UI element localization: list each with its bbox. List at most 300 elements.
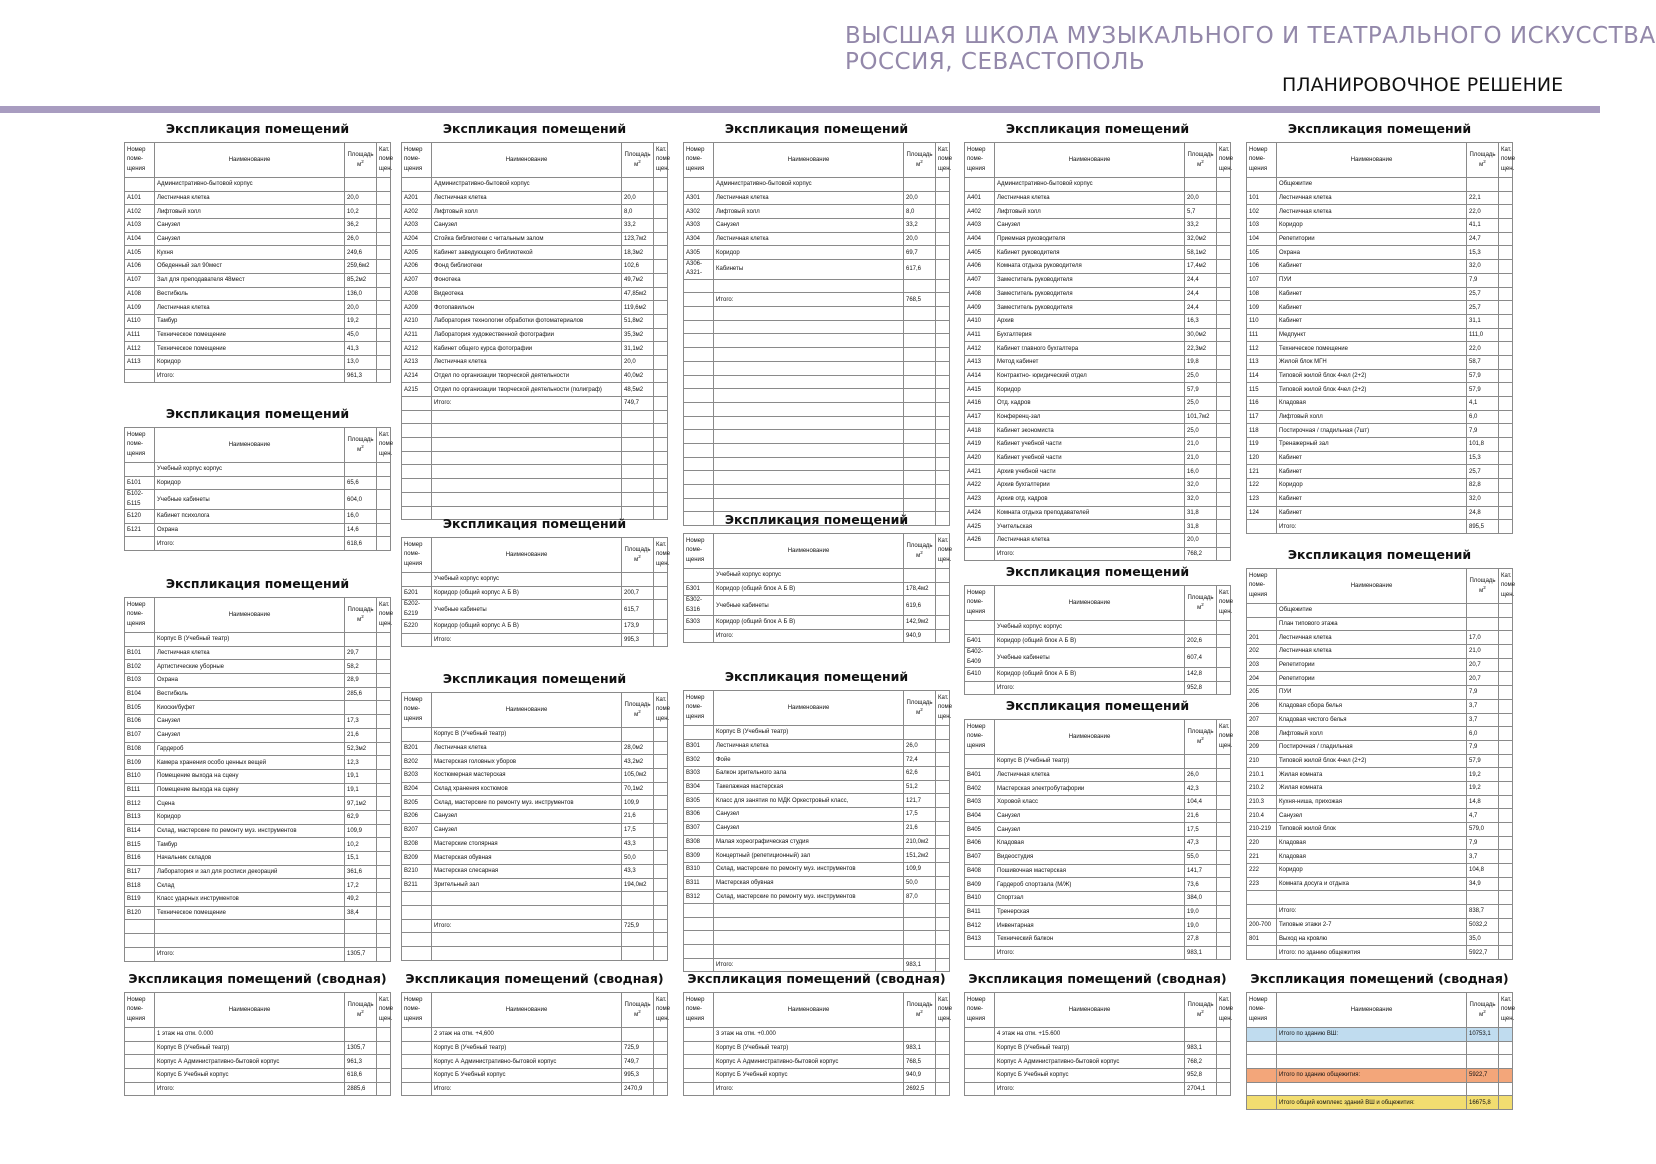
- room-number: А409: [965, 301, 995, 315]
- table-row: [1247, 1082, 1513, 1096]
- room-area: 617,6: [904, 260, 936, 280]
- room-category: [1499, 850, 1513, 864]
- table-row-empty: [684, 485, 950, 499]
- room-category: [1217, 809, 1231, 823]
- header-area-unit: 2: [1483, 1009, 1486, 1014]
- room-number: [402, 1069, 432, 1083]
- header-name: Наименование: [995, 993, 1185, 1028]
- room-area: 202,6: [1185, 634, 1217, 648]
- header-category: Кат. поме щен.: [377, 143, 391, 178]
- room-number: А214: [402, 369, 432, 383]
- table-row: [965, 533, 1231, 547]
- room-name: Итого: по зданию общежития: [1277, 946, 1467, 960]
- room-number: [965, 547, 995, 561]
- room-number: А426: [965, 533, 995, 547]
- room-category: [654, 769, 668, 783]
- table-row: [125, 369, 391, 383]
- room-category: [377, 509, 391, 523]
- room-number: [1247, 1096, 1277, 1110]
- table-row: [1247, 781, 1513, 795]
- room-area: 1305,7: [345, 1041, 377, 1055]
- room-number: Б303: [684, 615, 714, 629]
- room-area: [345, 934, 377, 948]
- room-category: [654, 178, 668, 192]
- room-number: А109: [125, 301, 155, 315]
- room-area: 21,0: [1185, 438, 1217, 452]
- room-category: [377, 715, 391, 729]
- table-row: [402, 810, 668, 824]
- table-row: [684, 279, 950, 293]
- room-category: [377, 893, 391, 907]
- room-name: Санузел: [432, 219, 622, 233]
- header-name: Наименование: [155, 598, 345, 633]
- header-name: Наименование: [1277, 143, 1467, 178]
- table-row: [125, 701, 391, 715]
- room-category: [1217, 533, 1231, 547]
- explication-table: [683, 992, 953, 1096]
- room-area: 17,0: [1467, 631, 1499, 645]
- table-row: [1247, 520, 1513, 534]
- room-name: Корпус А Административно-бытовой корпус: [432, 1055, 622, 1069]
- room-area: 26,0: [345, 232, 377, 246]
- room-number: В310: [684, 862, 714, 876]
- room-number: В201: [402, 741, 432, 755]
- room-number: [684, 178, 714, 192]
- table-title: Экспликация помещений (сводная): [405, 971, 664, 986]
- room-number: А105: [125, 246, 155, 260]
- room-name: Охрана: [155, 674, 345, 688]
- room-name: Итого:: [1277, 905, 1467, 919]
- room-area: 24,8: [1467, 506, 1499, 520]
- table-row: [1247, 260, 1513, 274]
- room-area: 109,9: [622, 796, 654, 810]
- table-row: [1247, 342, 1513, 356]
- empty-cell: [432, 465, 622, 479]
- room-area: 109,9: [345, 824, 377, 838]
- room-category: [936, 615, 950, 629]
- room-number: [125, 1055, 155, 1069]
- room-area: 4,1: [1467, 397, 1499, 411]
- room-area: 20,7: [1467, 658, 1499, 672]
- room-category: [1217, 287, 1231, 301]
- room-category: [1217, 634, 1231, 648]
- room-number: [125, 1041, 155, 1055]
- room-area: 21,6: [622, 810, 654, 824]
- empty-cell: [714, 430, 904, 444]
- room-category: [377, 232, 391, 246]
- table-row: [402, 933, 668, 947]
- room-category: [654, 219, 668, 233]
- empty-cell: [936, 471, 950, 485]
- header-room-number: Номер поме- щения: [965, 143, 995, 178]
- room-category: [936, 849, 950, 863]
- room-name: Архив: [995, 314, 1185, 328]
- room-area: 952,8: [1185, 1069, 1217, 1083]
- room-category: [1499, 768, 1513, 782]
- room-category: [377, 476, 391, 490]
- room-area: 200,7: [622, 586, 654, 600]
- room-number: А425: [965, 520, 995, 534]
- room-category: [377, 674, 391, 688]
- room-name: Корпус А Административно-бытовой корпус: [714, 1055, 904, 1069]
- room-number: А111: [125, 328, 155, 342]
- empty-cell: [654, 479, 668, 493]
- room-name: [714, 945, 904, 959]
- room-category: [1499, 713, 1513, 727]
- room-area: 178,4м2: [904, 582, 936, 596]
- table-row: [684, 205, 950, 219]
- header-area-label: Площадь м: [624, 546, 651, 563]
- room-number: В202: [402, 755, 432, 769]
- room-category: [936, 876, 950, 890]
- room-category: [1499, 410, 1513, 424]
- room-name: Мастерская электробутафории: [995, 782, 1185, 796]
- room-area: [1467, 1041, 1499, 1055]
- room-number: [402, 947, 432, 961]
- room-number: В101: [125, 646, 155, 660]
- table-row: [1247, 754, 1513, 768]
- room-name: Коридор (общий блок А Б В): [714, 582, 904, 596]
- room-category: [377, 824, 391, 838]
- header-area-unit: 2: [638, 159, 641, 164]
- room-name: Учебный корпус корпус: [714, 569, 904, 583]
- room-name: Типовой жилой блок 4чел (2+2): [1277, 754, 1467, 768]
- room-category: [377, 660, 391, 674]
- header-area-unit: 2: [638, 709, 641, 714]
- room-area: 17,2: [345, 879, 377, 893]
- table-row: [1247, 795, 1513, 809]
- room-area: 35,3м2: [622, 328, 654, 342]
- room-area: 57,9: [1467, 383, 1499, 397]
- header-area-label: Площадь м: [624, 151, 651, 168]
- room-area: 2470,9: [622, 1082, 654, 1096]
- room-number: [402, 728, 432, 742]
- table-row: [965, 621, 1231, 635]
- header-area-label: Площадь м: [1187, 594, 1214, 611]
- table-row: [684, 958, 950, 972]
- explication-table: [964, 719, 1234, 960]
- room-category: [1217, 837, 1231, 851]
- room-number: А420: [965, 451, 995, 465]
- room-category: [1499, 658, 1513, 672]
- table-row: [965, 796, 1231, 810]
- room-category: [654, 246, 668, 260]
- room-number: А113: [125, 355, 155, 369]
- header-room-number: Номер поме- щения: [125, 598, 155, 633]
- room-category: [1217, 667, 1231, 681]
- room-area: 136,0: [345, 287, 377, 301]
- explication-table: [683, 690, 953, 972]
- table-row: [1247, 301, 1513, 315]
- room-name: Общежитие: [1277, 604, 1467, 618]
- room-area: 119,6м2: [622, 301, 654, 315]
- room-number: А208: [402, 287, 432, 301]
- table-row: [125, 476, 391, 490]
- room-number: В403: [965, 796, 995, 810]
- room-number: 209: [1247, 740, 1277, 754]
- room-area: 41,3: [345, 342, 377, 356]
- header-area: [1185, 143, 1217, 178]
- table-row: [1247, 506, 1513, 520]
- room-area: 151,2м2: [904, 849, 936, 863]
- room-name: 3 этаж на отм. +0.000: [714, 1028, 904, 1042]
- table-row: [965, 438, 1231, 452]
- table-row: [1247, 287, 1513, 301]
- table-row: [684, 917, 950, 931]
- empty-cell: [684, 361, 714, 375]
- room-area: 24,4: [1185, 287, 1217, 301]
- header-area-unit: 2: [920, 159, 923, 164]
- table-row: [125, 742, 391, 756]
- room-area: 749,7: [622, 397, 654, 411]
- room-category: [1217, 273, 1231, 287]
- table-row: [965, 191, 1231, 205]
- room-number: [1247, 891, 1277, 905]
- room-name: Метод кабинет: [995, 355, 1185, 369]
- room-area: 50,0: [904, 876, 936, 890]
- room-category: [654, 573, 668, 587]
- explication-table-block: [124, 971, 394, 1096]
- room-name: Жилой блок МГН: [1277, 355, 1467, 369]
- table-row: [1247, 328, 1513, 342]
- empty-cell: [684, 471, 714, 485]
- empty-cell: [936, 430, 950, 444]
- room-category: [377, 246, 391, 260]
- room-area: 210,0м2: [904, 835, 936, 849]
- table-row-empty: [402, 410, 668, 424]
- room-category: [377, 205, 391, 219]
- header-category: Кат. поме щен.: [936, 993, 950, 1028]
- room-area: 1305,7: [345, 947, 377, 961]
- room-number: В408: [965, 864, 995, 878]
- room-category: [1217, 547, 1231, 561]
- room-number: 210: [1247, 754, 1277, 768]
- room-name: Жилая комната: [1277, 768, 1467, 782]
- table-row: [125, 646, 391, 660]
- table-title: Экспликация помещений: [442, 671, 627, 686]
- room-name: Костюмерная мастерская: [432, 769, 622, 783]
- room-name: [1277, 891, 1467, 905]
- header-area: [345, 143, 377, 178]
- room-name: Административно-бытовой корпус: [714, 178, 904, 192]
- room-number: [1247, 1069, 1277, 1083]
- room-number: А422: [965, 479, 995, 493]
- room-category: [1499, 342, 1513, 356]
- room-category: [654, 397, 668, 411]
- room-category: [654, 232, 668, 246]
- table-row: [1247, 877, 1513, 891]
- room-number: [684, 903, 714, 917]
- room-number: [965, 755, 995, 769]
- room-category: [377, 687, 391, 701]
- table-row: [125, 328, 391, 342]
- room-name: Тамбур: [155, 838, 345, 852]
- room-area: 101,7м2: [1185, 410, 1217, 424]
- room-number: [1247, 946, 1277, 960]
- empty-cell: [432, 424, 622, 438]
- table-row: [402, 919, 668, 933]
- room-number: [965, 1041, 995, 1055]
- room-number: 204: [1247, 672, 1277, 686]
- room-area: 838,7: [1467, 905, 1499, 919]
- room-name: Итого:: [995, 1082, 1185, 1096]
- room-area: 109,9: [904, 862, 936, 876]
- header-room-number: Номер поме- щения: [1247, 143, 1277, 178]
- room-category: [654, 947, 668, 961]
- room-name: Лестничная клетка: [432, 191, 622, 205]
- room-category: [1499, 672, 1513, 686]
- room-number: В111: [125, 783, 155, 797]
- table-row: [402, 1082, 668, 1096]
- room-name: Корпус Б Учебный корпус: [155, 1069, 345, 1083]
- room-name: Отдел по организации творческой деятельности: [432, 369, 622, 383]
- room-area: [622, 1028, 654, 1042]
- room-category: [377, 273, 391, 287]
- table-row: [965, 287, 1231, 301]
- room-name: Кабинет психолога: [155, 509, 345, 523]
- table-row: [402, 1028, 668, 1042]
- room-category: [936, 917, 950, 931]
- room-area: 38,4: [345, 906, 377, 920]
- room-area: [1467, 604, 1499, 618]
- room-area: 24,7: [1467, 232, 1499, 246]
- table-row: [684, 767, 950, 781]
- header-room-number: Номер поме- щения: [402, 143, 432, 178]
- room-number: А209: [402, 301, 432, 315]
- room-area: [622, 892, 654, 906]
- empty-cell: [684, 334, 714, 348]
- room-number: [402, 892, 432, 906]
- room-category: [1217, 905, 1231, 919]
- room-area: 47,3: [1185, 837, 1217, 851]
- table-row: [684, 780, 950, 794]
- table-row: [1247, 410, 1513, 424]
- header-room-number: Номер поме- щения: [1247, 569, 1277, 604]
- room-name: Мастерская головных уборов: [432, 755, 622, 769]
- room-name: Класс ударных инструментов: [155, 893, 345, 907]
- table-row: [402, 823, 668, 837]
- room-name: Санузел: [155, 728, 345, 742]
- empty-cell: [714, 498, 904, 512]
- header-area-unit: 2: [920, 550, 923, 555]
- room-category: [654, 1041, 668, 1055]
- empty-cell: [904, 402, 936, 416]
- room-category: [1217, 479, 1231, 493]
- table-row: [1247, 1069, 1513, 1083]
- room-name: Медпункт: [1277, 328, 1467, 342]
- table-row: [402, 633, 668, 647]
- room-category: [377, 537, 391, 551]
- room-area: [904, 569, 936, 583]
- room-name: Лестничная клетка: [714, 191, 904, 205]
- room-area: 48,5м2: [622, 383, 654, 397]
- room-name: 1 этаж на отм. 0.000: [155, 1028, 345, 1042]
- table-title: Экспликация помещений: [724, 121, 909, 136]
- empty-cell: [684, 457, 714, 471]
- empty-cell: [622, 451, 654, 465]
- room-area: 895,5: [1467, 520, 1499, 534]
- room-number: А202: [402, 205, 432, 219]
- room-area: [1185, 621, 1217, 635]
- room-area: 19,0: [1185, 919, 1217, 933]
- room-name: Учебные кабинеты: [432, 600, 622, 620]
- table-row: [684, 753, 950, 767]
- room-number: [125, 934, 155, 948]
- table-header-row: [402, 538, 668, 573]
- room-name: Концертный (репетиционный) зал: [714, 849, 904, 863]
- room-number: В103: [125, 674, 155, 688]
- room-area: 173,9: [622, 619, 654, 633]
- room-area: 725,9: [622, 1041, 654, 1055]
- room-area: 58,7: [1467, 355, 1499, 369]
- room-number: Б120: [125, 509, 155, 523]
- room-area: 24,4: [1185, 301, 1217, 315]
- room-area: [622, 573, 654, 587]
- room-category: [936, 1041, 950, 1055]
- empty-cell: [714, 320, 904, 334]
- header-room-number: Номер поме- щения: [684, 993, 714, 1028]
- table-row: [402, 769, 668, 783]
- header-area-label: Площадь м: [1469, 151, 1496, 168]
- room-name: Тамбур: [155, 314, 345, 328]
- room-name: Корпус В (Учебный театр): [155, 633, 345, 647]
- room-area: [1467, 891, 1499, 905]
- room-area: 32,0: [1467, 492, 1499, 506]
- table-row: [1247, 932, 1513, 946]
- empty-cell: [936, 416, 950, 430]
- table-row: [125, 824, 391, 838]
- empty-cell: [654, 451, 668, 465]
- table-row: [125, 260, 391, 274]
- table-row: [965, 648, 1231, 668]
- room-area: 20,0: [345, 301, 377, 315]
- room-name: Архив бухгалтерии: [995, 479, 1185, 493]
- table-row: [1247, 658, 1513, 672]
- room-number: [684, 629, 714, 643]
- table-row: [965, 219, 1231, 233]
- room-category: [936, 794, 950, 808]
- room-area: [904, 279, 936, 293]
- room-area: 7,9: [1467, 273, 1499, 287]
- room-number: 210.3: [1247, 795, 1277, 809]
- table-row: [965, 547, 1231, 561]
- header-name: Наименование: [1277, 569, 1467, 604]
- room-category: [1499, 1028, 1513, 1042]
- table-row: [125, 1041, 391, 1055]
- room-name: Камера хранения особо ценных вещей: [155, 756, 345, 770]
- room-number: [684, 293, 714, 307]
- room-name: Коридор: [1277, 479, 1467, 493]
- table-title: Экспликация помещений: [165, 406, 350, 421]
- room-number: [402, 905, 432, 919]
- room-name: [714, 931, 904, 945]
- room-area: 2885,6: [345, 1082, 377, 1096]
- room-name: 2 этаж на отм. +4,600: [432, 1028, 622, 1042]
- room-number: В407: [965, 850, 995, 864]
- header-area-unit: 2: [1483, 585, 1486, 590]
- room-name: Итого:: [432, 633, 622, 647]
- room-area: 25,7: [1467, 301, 1499, 315]
- table-row: [965, 768, 1231, 782]
- room-category: [377, 633, 391, 647]
- table-row: [1247, 465, 1513, 479]
- header-area-label: Площадь м: [1469, 1001, 1496, 1018]
- room-area: 5922,7: [1467, 1069, 1499, 1083]
- room-category: [654, 260, 668, 274]
- room-category: [654, 301, 668, 315]
- room-name: Архив учебной части: [995, 465, 1185, 479]
- room-category: [1217, 301, 1231, 315]
